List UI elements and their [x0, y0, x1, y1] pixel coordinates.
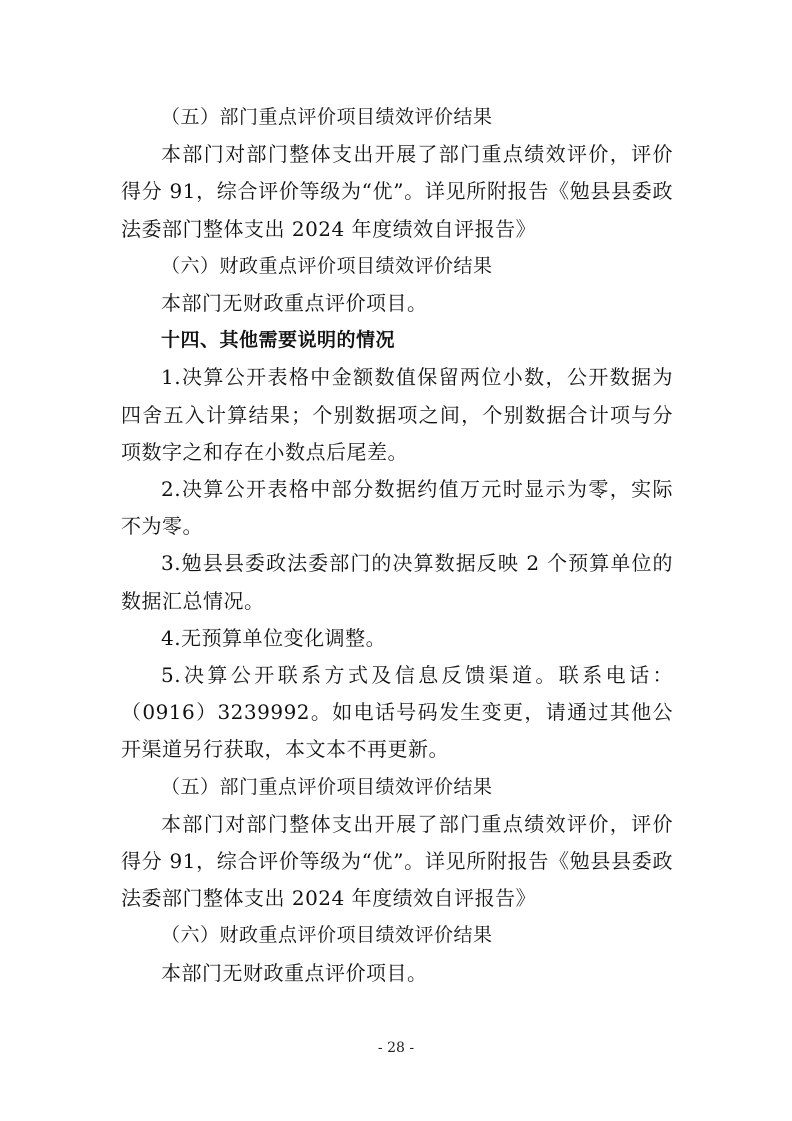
heading-section-6a: （六）财政重点评价项目绩效评价结果 [161, 254, 493, 277]
para-note-3: 3.勉县县委政法委部门的决算数据反映 2 个预算单位的数据汇总情况。 [121, 551, 673, 613]
heading-section-5a: （五）部门重点评价项目绩效评价结果 [161, 106, 493, 128]
para-note-2: 2.决算公开表格中部分数据约值万元时显示为零，实际不为零。 [121, 477, 673, 539]
para-note-1: 1.决算公开表格中金额数值保留两位小数，公开数据为四舍五入计算结果；个别数据项之间，个别数据合计项与分项数字之和存在小数点后尾差。 [121, 365, 673, 464]
para-section-6a: 本部门无财政重点评价项目。 [161, 291, 428, 316]
document-body [121, 99, 673, 992]
heading-section-14: 十四、其他需要说明的情况 [161, 329, 396, 352]
para-section-5b: 本部门对部门整体支出开展了部门重点绩效评价，评价得分 91，综合评价等级为“优”。详见所附报告《勉县县委政法委部门整体支出 2024 年度绩效自评报告》 [121, 811, 673, 911]
para-section-5a: 本部门对部门整体支出开展了部门重点绩效评价，评价得分 91，综合评价等级为“优”。详见所附报告《勉县县委政法委部门整体支出 2024 年度绩效自评报告》 [121, 142, 673, 241]
heading-section-6b: （六）财政重点评价项目绩效评价结果 [161, 924, 493, 947]
para-note-5: 5.决算公开联系方式及信息反馈渠道。联系电话：（0916）3239992。如电话号码发生变更，请通过其他公开渠道另行获取，本文本不再更新。 [121, 663, 673, 762]
heading-section-5b: （五）部门重点评价项目绩效评价结果 [161, 775, 493, 798]
para-section-6b: 本部门无财政重点评价项目。 [161, 960, 428, 985]
para-note-4: 4.无预算单位变化调整。 [161, 625, 387, 650]
page-number: - 28 - [377, 1040, 415, 1056]
